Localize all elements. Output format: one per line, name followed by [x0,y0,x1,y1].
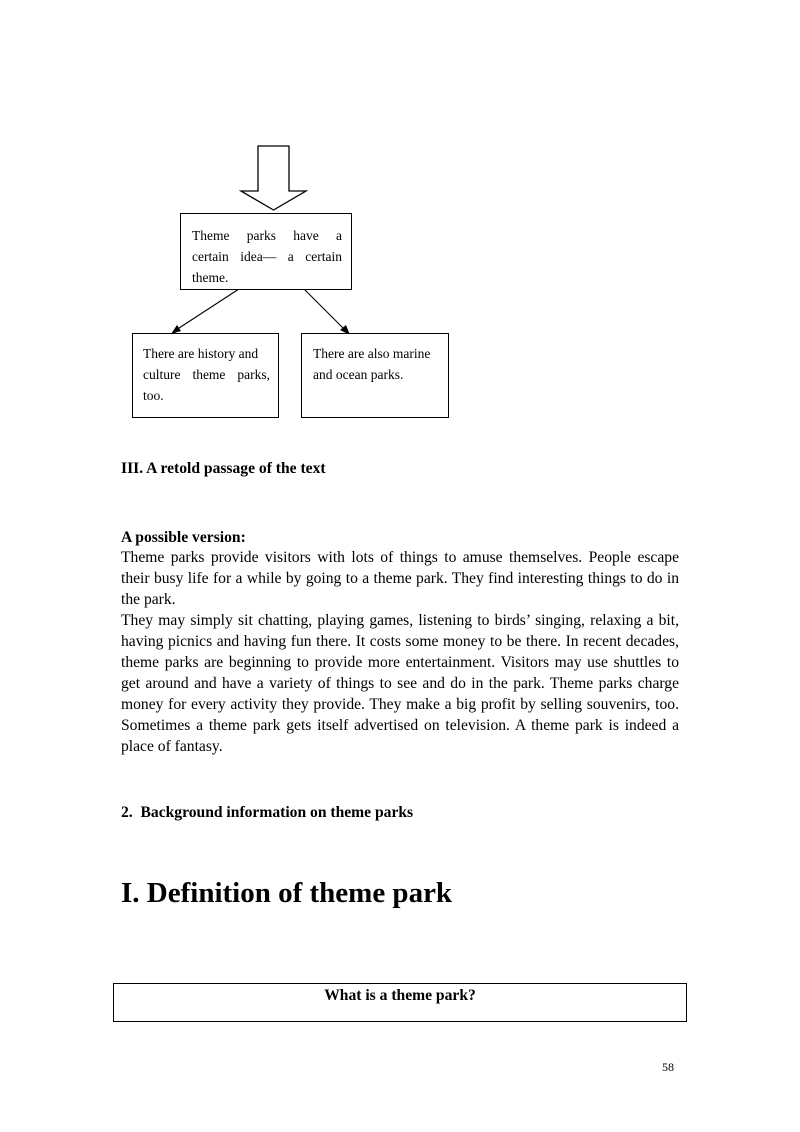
connector-right [302,287,345,330]
left-box-line-3: too. [143,388,164,403]
left-box-line-2: culture theme parks, [143,367,271,382]
connector-left [176,287,242,330]
top-box [180,213,352,290]
right-box [301,333,449,418]
top-box-line-2: certain idea— a certain [192,249,343,264]
right-box-line-2: and ocean parks. [313,367,404,382]
definition-table [113,983,687,1022]
paragraph-1: Theme parks provide visitors with lots of things to amuse themselves. People escape their busy life for a while by going to a theme park. They find interesting things to do in the park. [121,549,679,608]
background-heading: 2. Background information on theme parks [121,804,414,821]
table-header: What is a theme park? [324,987,476,1004]
paragraph-2: They may simply sit chatting, playing games, listening to birds’ singing, relaxing a bit, having picnics and having fun there. It costs some money to be there. In recent decades, theme parks are beginning to provide more entertainment. Visitors may use shuttles to get around and have a variety of things to see and do in the park. Theme parks charge money for every activity they provide. They make a big profit by selling souvenirs, too. Sometimes a theme park gets itself advertised on television. A theme park is indeed a place of fantasy. [121,612,679,755]
retold-passage [121,547,679,757]
top-box-line-1: Theme parks have a [192,228,343,243]
right-box-line-1: There are also marine [313,346,431,361]
version-heading: A possible version: [121,529,246,546]
left-box-line-1: There are history and [143,346,259,361]
down-block-arrow-icon [241,146,306,210]
definition-title: I. Definition of theme park [121,877,453,909]
page-number: 58 [662,1060,674,1074]
section-heading-retold: III. A retold passage of the text [121,460,326,477]
left-box [132,333,279,418]
top-box-line-3: theme. [192,270,229,285]
